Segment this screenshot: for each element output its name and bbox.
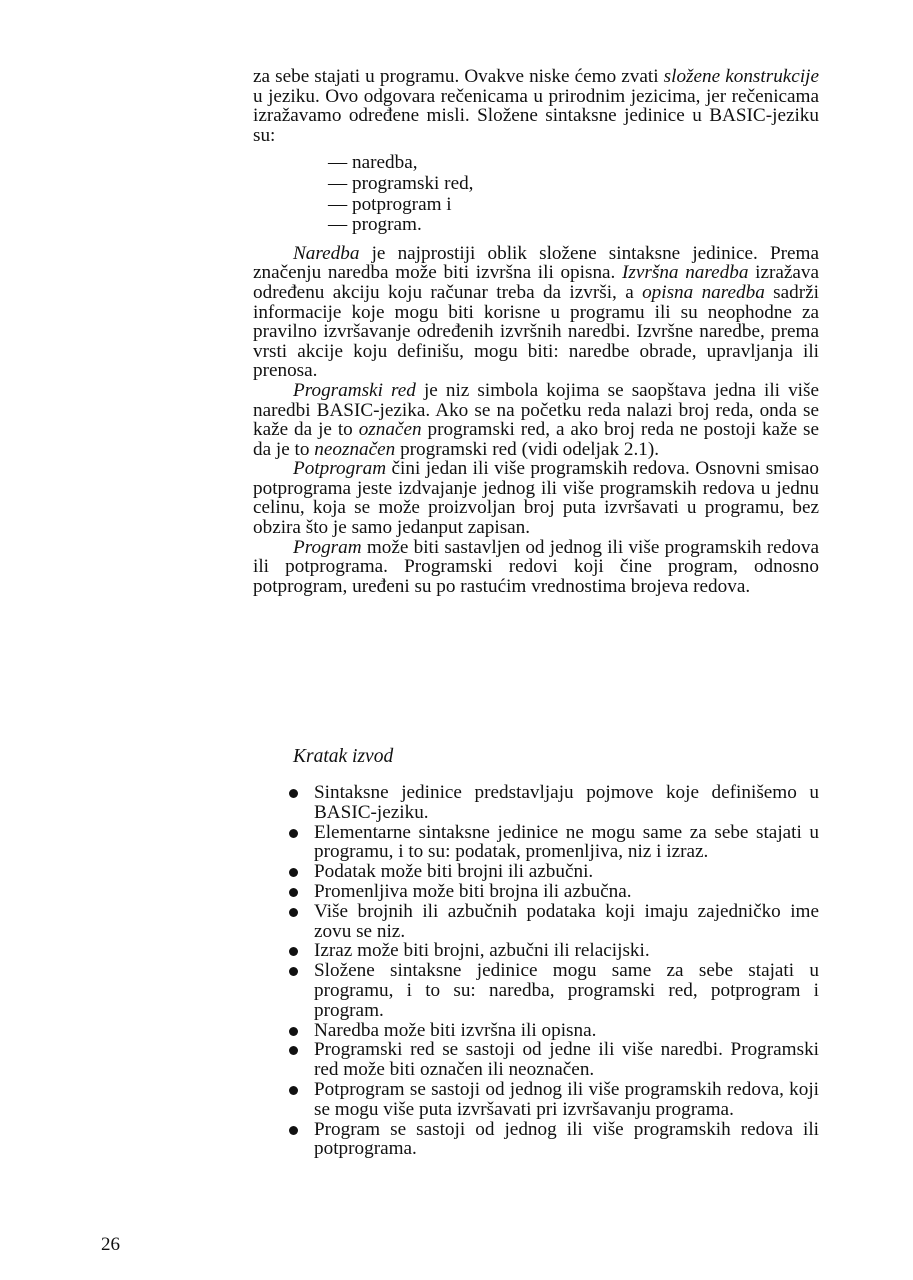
naredba-paragraph — [253, 244, 819, 381]
text-run: izražava određenu akciju koju računar treba da izvrši, a — [253, 262, 820, 303]
summary-text: Izraz može biti brojni, azbučni ili relacijski. — [314, 940, 650, 962]
programski-red-paragraph — [253, 381, 819, 459]
potprogram-paragraph — [253, 459, 819, 537]
bullet-icon — [289, 967, 298, 976]
summary-text: Sintaksne jedinice predstavljaju pojmove koje definišemo u BASIC-jeziku. — [314, 782, 819, 823]
summary-text: Više brojnih ili azbučnih podataka koji imaju zajedničko ime zovu se niz. — [314, 900, 819, 942]
emphasis-term: Program — [293, 536, 362, 558]
summary-item — [287, 1040, 819, 1080]
summary-list — [287, 783, 819, 1159]
list-item: — programski red, — [328, 174, 819, 195]
emphasis-term: Potprogram — [293, 458, 387, 480]
summary-item — [287, 823, 819, 863]
summary-item — [287, 1021, 819, 1041]
emphasis-term: Izvršna naredba — [622, 262, 749, 284]
text-run: sadrži informacije koje mogu biti korisne u programu ili su neophodne za pravilno izvršavanje određenih izvršnih naredbi. Izvršne naredbe, prema vrsti akcije koju definišu, mogu biti: naredbe obrade, upravljanja ili prenosa. — [253, 281, 819, 382]
summary-text: Podatak može biti brojni ili azbučni. — [314, 861, 594, 883]
summary-item — [287, 862, 819, 882]
list-item: — program. — [328, 215, 819, 236]
text-run: čini jedan ili više programskih redova. Osnovni smisao potprograma jeste izdvajanje jednog ili više programskih redova u jednu celinu, koja se može proizvoljan broj puta izvršavati u programu, bez obzira što je samo jedanput zapisan. — [253, 458, 819, 539]
main-text — [253, 67, 819, 596]
summary-heading: Kratak izvod — [293, 746, 394, 767]
emphasis-term: označen — [358, 419, 422, 441]
list-item: — potprogram i — [328, 195, 819, 216]
emphasis-term: složene konstrukcije — [663, 66, 819, 87]
bullet-icon — [289, 829, 298, 838]
bullet-icon — [289, 888, 298, 897]
summary-text: Naredba može biti izvršna ili opisna. — [314, 1019, 597, 1041]
text-run: u jeziku. Ovo odgovara rečenicama u prirodnim jezicima, jer rečenicama izražavamo određene misli. Složene sintaksne jedinice u BASIC-jeziku su: — [253, 85, 819, 146]
list-item: — naredba, — [328, 153, 819, 174]
text-run: je niz simbola kojima se saopštava jedna ili više naredbi BASIC-jezika. Ako se na početku reda nalazi broj reda, onda se kaže da je to — [253, 379, 819, 441]
emphasis-term: Programski red — [293, 379, 416, 401]
constructs-list — [328, 153, 819, 235]
intro-paragraph — [253, 67, 819, 145]
summary-text: Potprogram se sastoji od jednog ili više programskih redova, koji se mogu više puta izvršavati pri izvršavanju programa. — [314, 1078, 819, 1120]
program-paragraph — [253, 538, 819, 597]
text-run: može biti sastavljen od jednog ili više programskih redova ili potprograma. Programski redovi koji čine program, odnosno potprogram, uređeni su po rastućim vrednostima brojeva redova. — [253, 536, 819, 597]
bullet-icon — [289, 789, 298, 798]
bullet-icon — [289, 868, 298, 877]
bullet-icon — [289, 908, 298, 917]
bullet-icon — [289, 1126, 298, 1135]
text-run: programski red, a ako broj reda ne postoji kaže se da je to — [253, 419, 820, 460]
summary-text: Složene sintaksne jedinice mogu same za sebe stajati u programu, i to su: naredba, programski red, potprogram i program. — [314, 960, 819, 1021]
summary-item — [287, 961, 819, 1020]
text-run: je najprostiji oblik složene sintaksne jedinice. Prema značenju naredba može biti izvršna ili opisna. — [253, 242, 819, 284]
summary-text: Elementarne sintaksne jedinice ne mogu same za sebe stajati u programu, i to su: podatak, promenljiva, niz i izraz. — [314, 821, 819, 863]
text-run: za sebe stajati u programu. Ovakve niske ćemo zvati — [253, 66, 664, 87]
emphasis-term: opisna naredba — [642, 281, 765, 303]
bullet-icon — [289, 947, 298, 956]
summary-item — [287, 941, 819, 961]
bullet-icon — [289, 1046, 298, 1055]
summary-item — [287, 1080, 819, 1120]
page-number: 26 — [101, 1234, 120, 1255]
summary-text: Program se sastoji od jednog ili više programskih redova ili potprograma. — [314, 1118, 819, 1160]
summary-item — [287, 882, 819, 902]
summary-item — [287, 902, 819, 942]
summary-item — [287, 783, 819, 823]
summary-item — [287, 1120, 819, 1160]
summary-text: Promenljiva može biti brojna ili azbučna. — [314, 880, 632, 902]
summary-text: Programski red se sastoji od jedne ili više naredbi. Programski red može biti označen ili neoznačen. — [314, 1039, 819, 1081]
text-run: programski red (vidi odeljak 2.1). — [395, 438, 660, 460]
emphasis-term: neoznačen — [314, 438, 396, 460]
bullet-icon — [289, 1027, 298, 1036]
emphasis-term: Naredba — [293, 242, 360, 264]
bullet-icon — [289, 1086, 298, 1095]
